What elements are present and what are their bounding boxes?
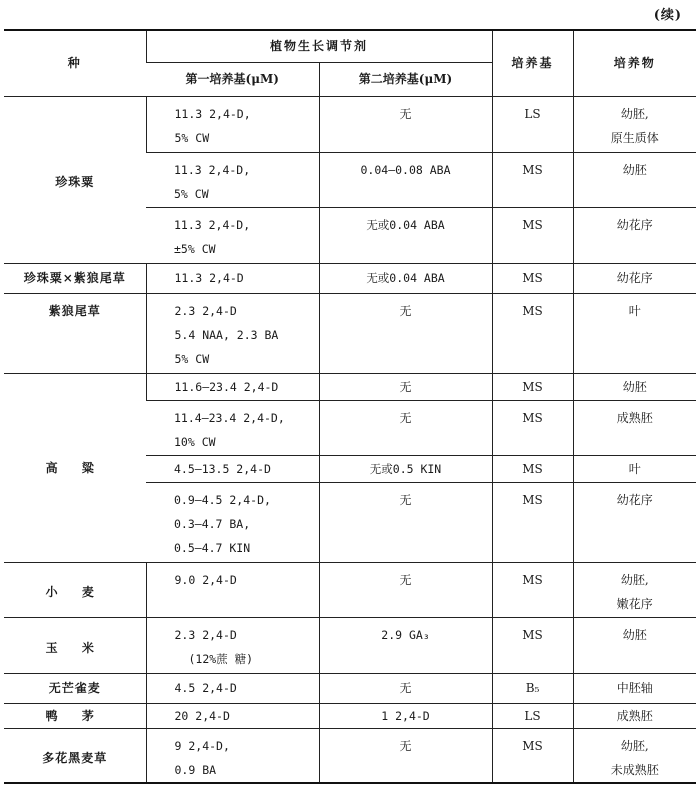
medium1-cell: 11.6—23.4 2,4-D [146,373,319,400]
medium-cell: MS [492,263,573,293]
explant-cell: 幼胚, 嫩花序 [573,562,696,617]
species-cell: 珍珠粟×紫狼尾草 [4,263,146,293]
species-cell: 无芒雀麦 [4,673,146,703]
explant-cell: 幼胚, 原生质体 [573,96,696,152]
explant-cell: 叶 [573,455,696,482]
medium2-cell: 无或0.5 KIN [319,455,492,482]
medium-cell: B₅ [492,673,573,703]
medium-cell: MS [492,293,573,373]
medium1-cell: 4.5—13.5 2,4-D [146,455,319,482]
medium2-cell: 无 [319,482,492,562]
medium-cell: MS [492,617,573,673]
explant-cell: 幼花序 [573,482,696,562]
species-cell: 珍珠粟 [4,96,146,263]
medium2-cell: 2.9 GA₃ [319,617,492,673]
explant-cell: 幼花序 [573,263,696,293]
species-cell: 高 粱 [4,373,146,562]
medium2-cell: 无 [319,562,492,617]
explant-cell: 幼胚, 未成熟胚 [573,728,696,783]
explant-cell: 中胚轴 [573,673,696,703]
header-explant: 培养物 [573,30,696,96]
medium1-cell: 20 2,4-D [146,703,319,728]
medium-cell: LS [492,96,573,152]
explant-cell: 幼花序 [573,207,696,263]
species-cell: 玉 米 [4,617,146,673]
medium2-cell: 无或0.04 ABA [319,207,492,263]
species-cell: 小 麦 [4,562,146,617]
medium2-cell: 无 [319,373,492,400]
medium1-cell: 11.3 2,4-D, 5% CW [146,96,319,152]
medium2-cell: 无或0.04 ABA [319,263,492,293]
medium-cell: MS [492,455,573,482]
species-cell: 多花黑麦草 [4,728,146,783]
culture-table [4,29,696,784]
medium2-cell: 1 2,4-D [319,703,492,728]
explant-cell: 幼胚 [573,152,696,207]
medium-cell: MS [492,482,573,562]
medium2-cell: 无 [319,96,492,152]
medium1-cell: 11.3 2,4-D, ±5% CW [146,207,319,263]
medium-cell: MS [492,373,573,400]
medium1-cell: 0.9—4.5 2,4-D, 0.3—4.7 BA, 0.5—4.7 KIN [146,482,319,562]
medium1-cell: 4.5 2,4-D [146,673,319,703]
medium1-cell: 2.3 2,4-D (12%蔗 糖) [146,617,319,673]
explant-cell: 成熟胚 [573,400,696,455]
explant-cell: 叶 [573,293,696,373]
medium1-cell: 2.3 2,4-D 5.4 NAA, 2.3 BA 5% CW [146,293,319,373]
medium2-cell: 无 [319,400,492,455]
medium2-cell: 0.04—0.08 ABA [319,152,492,207]
medium-cell: MS [492,562,573,617]
header-species: 种 [4,30,146,96]
species-cell: 紫狼尾草 [4,293,146,373]
header-medium: 培养基 [492,30,573,96]
medium2-cell: 无 [319,293,492,373]
explant-cell: 幼胚 [573,617,696,673]
header-medium2: 第二培养基(μM) [319,62,492,96]
medium2-cell: 无 [319,728,492,783]
medium-cell: MS [492,152,573,207]
explant-cell: 幼胚 [573,373,696,400]
header-pgr: 植物生长调节剂 [146,30,492,62]
header-medium1: 第一培养基(μM) [146,62,319,96]
medium1-cell: 11.3 2,4-D, 5% CW [146,152,319,207]
medium-cell: MS [492,728,573,783]
medium1-cell: 9.0 2,4-D [146,562,319,617]
species-cell: 鸭 茅 [4,703,146,728]
medium1-cell: 11.4—23.4 2,4-D, 10% CW [146,400,319,455]
medium-cell: MS [492,400,573,455]
medium2-cell: 无 [319,673,492,703]
continued-label: (续) [653,8,682,23]
medium-cell: MS [492,207,573,263]
medium-cell: LS [492,703,573,728]
medium1-cell: 9 2,4-D, 0.9 BA [146,728,319,783]
explant-cell: 成熟胚 [573,703,696,728]
medium1-cell: 11.3 2,4-D [146,263,319,293]
